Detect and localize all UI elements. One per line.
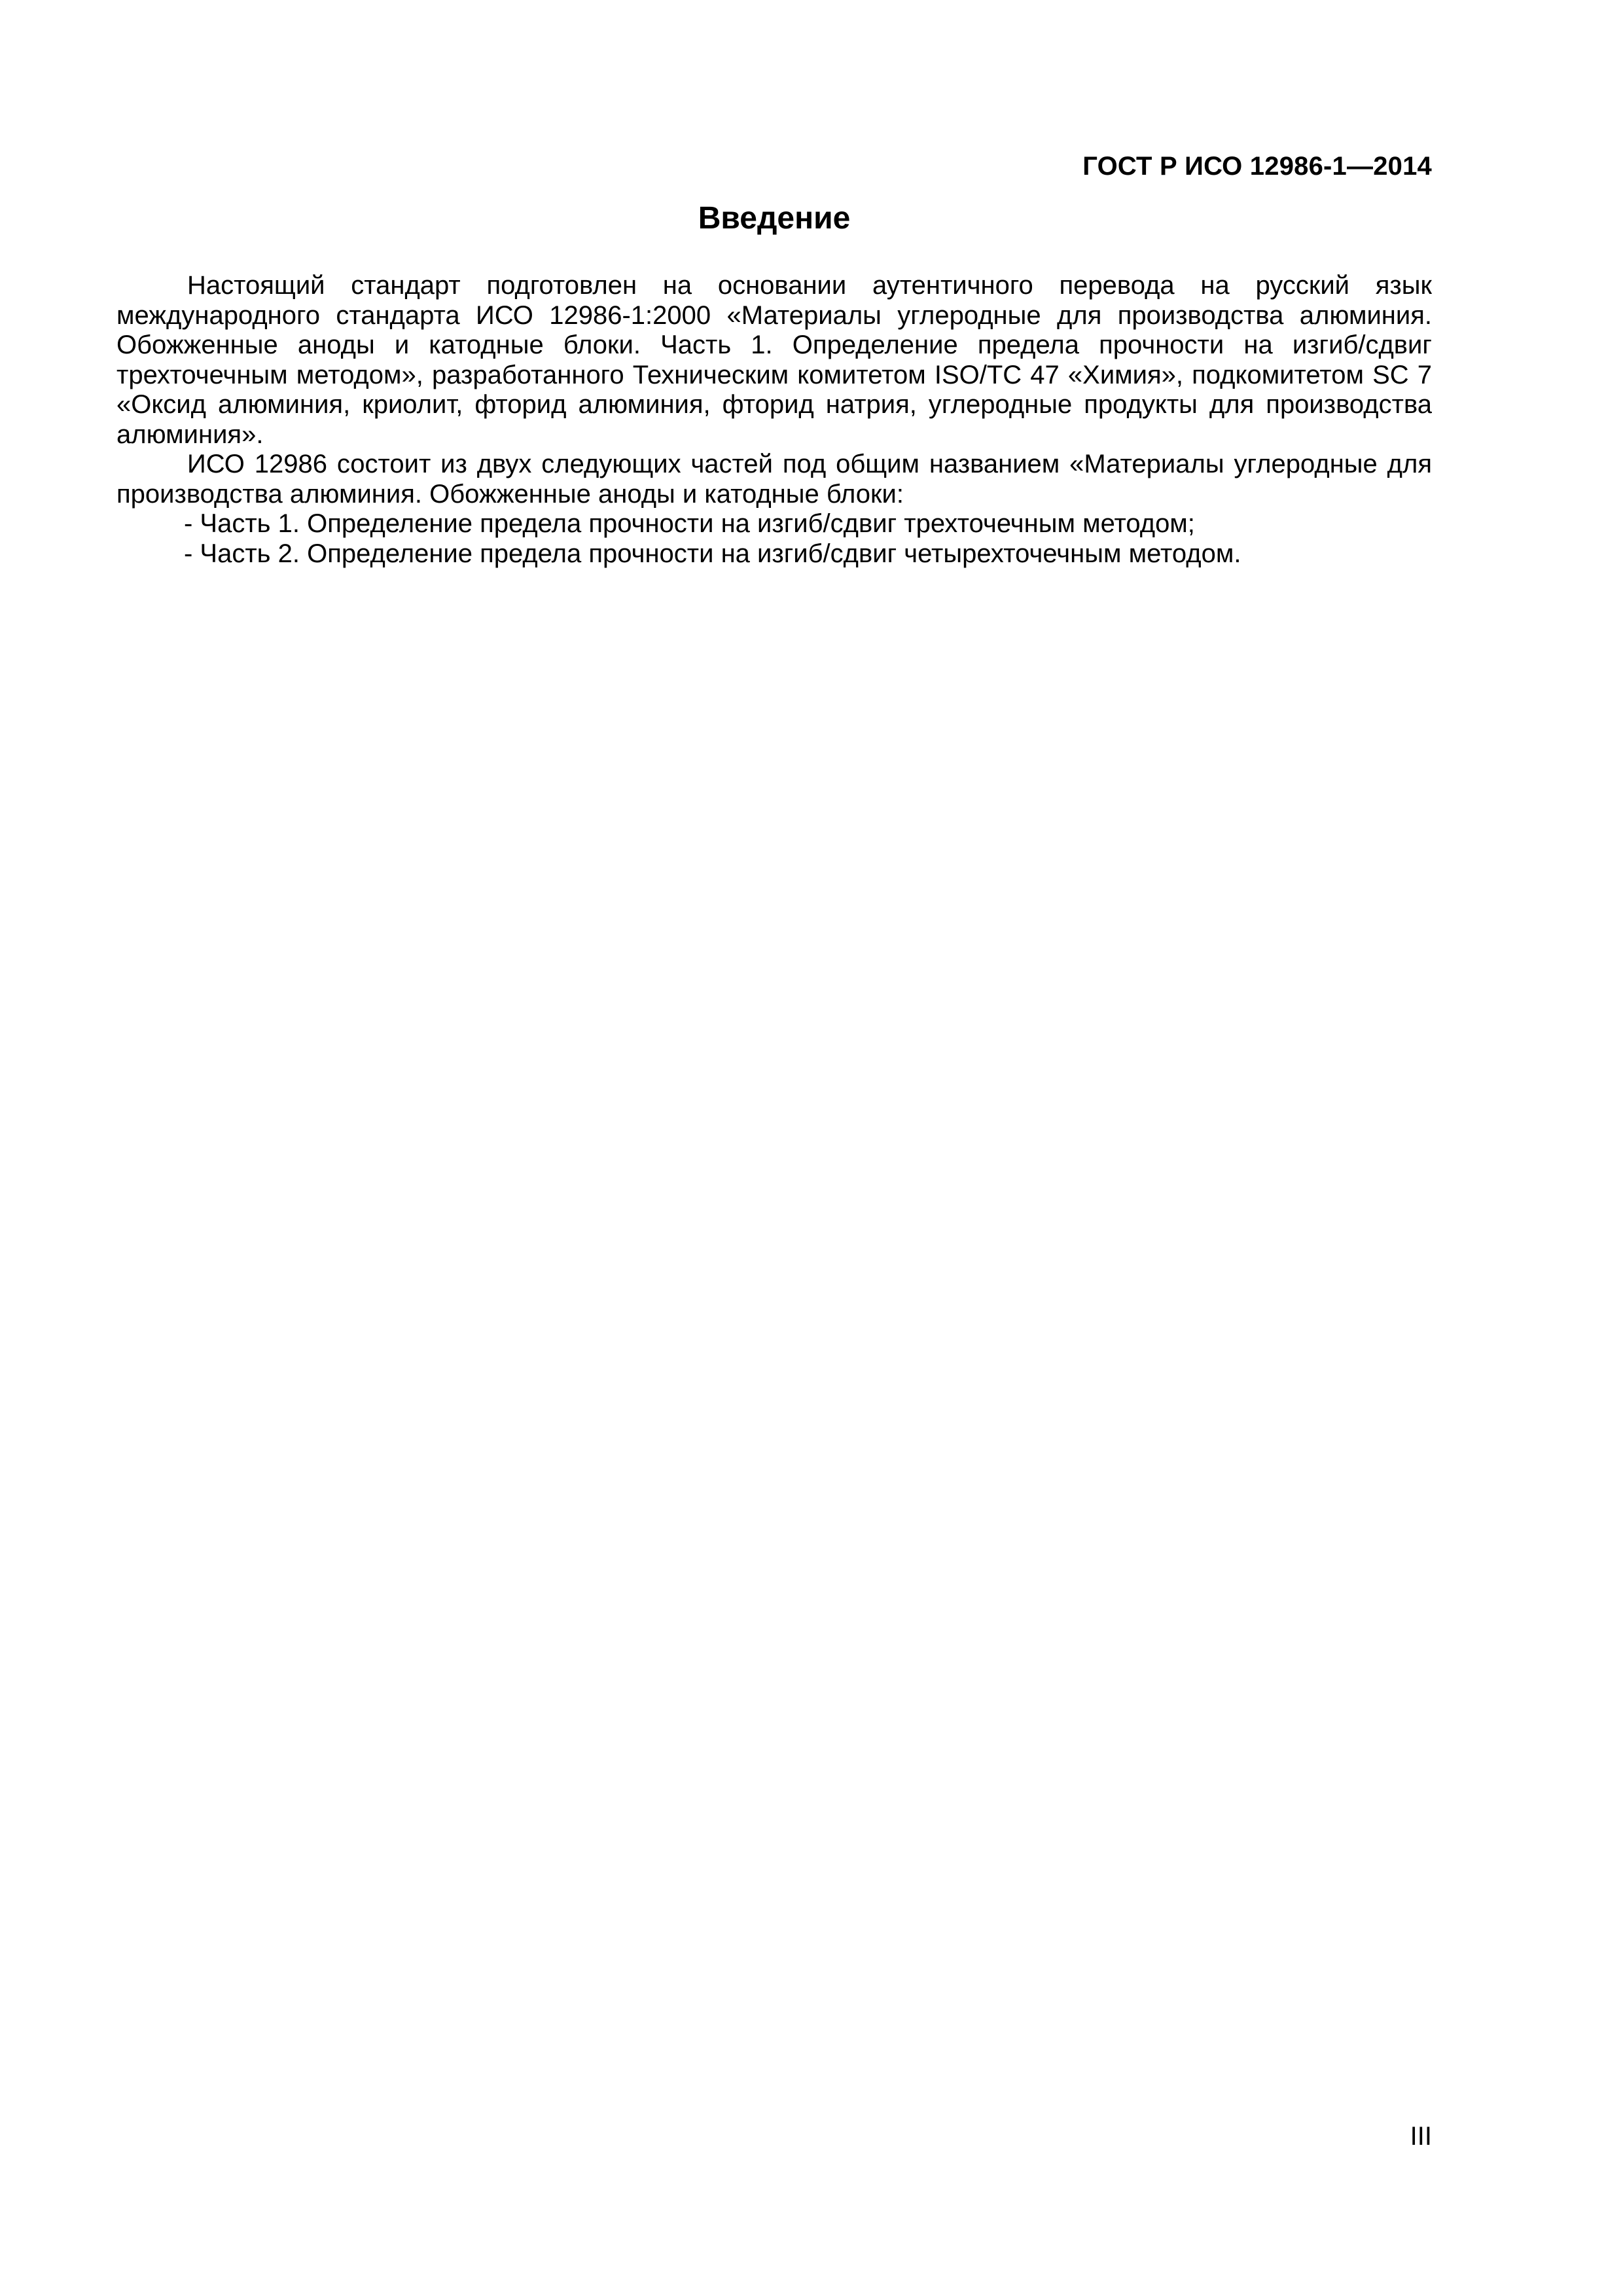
- page-number: III: [1410, 2122, 1432, 2151]
- intro-paragraph: Настоящий стандарт подготовлен на основании аутентичного перевода на русский язык международного стандарта ИСО 12986-1:2000 «Материалы углеродные для производства алюминия. Обожженные аноды и катодные блоки. Часть 1. Определение предела прочности на изгиб/сдвиг трехточечным методом», разработанного Техническим комитетом ISO/TC 47 «Химия», подкомитетом SC 7 «Оксид алюминия, криолит, фторид алюминия, фторид натрия, углеродные продукты для производства алюминия».: [116, 271, 1432, 449]
- list-item: - Часть 1. Определение предела прочности на изгиб/сдвиг трехточечным методом;: [184, 509, 1195, 538]
- section-body: [116, 271, 1432, 569]
- list-item: - Часть 2. Определение предела прочности на изгиб/сдвиг четырехточечным методом.: [184, 539, 1241, 568]
- parts-list: [116, 509, 1432, 569]
- document-code: ГОСТ Р ИСО 12986-1—2014: [1082, 152, 1432, 181]
- section-title: Введение: [698, 201, 851, 236]
- parts-paragraph: ИСО 12986 состоит из двух следующих частей под общим названием «Материалы углеродные для производства алюминия. Обожженные аноды и катодные блоки:: [116, 450, 1432, 509]
